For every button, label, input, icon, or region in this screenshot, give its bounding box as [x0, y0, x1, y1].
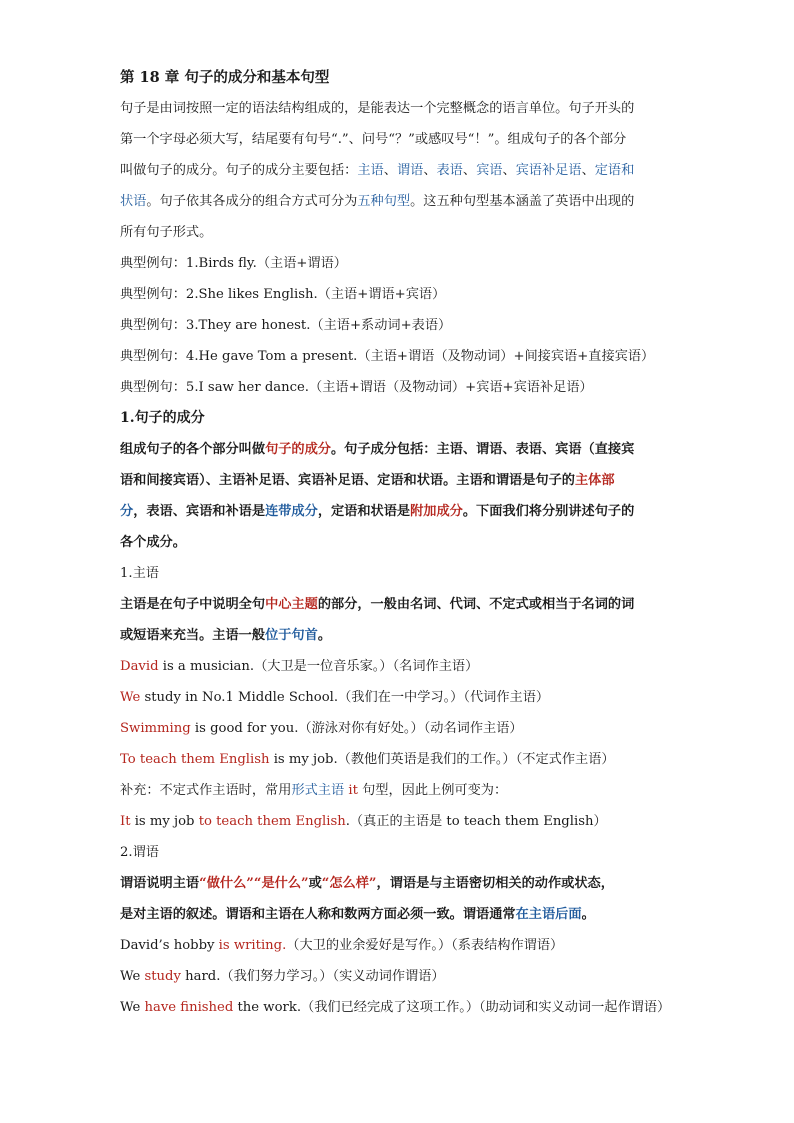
- term-central-theme: 中心主题: [265, 597, 318, 612]
- predicate-def-1: 谓语说明主语“做什么”“是什么”或“怎么样”，谓语是与主语密切相关的动作或状态，: [120, 876, 614, 891]
- example-2: 典型例句：2.She likes English.（主语+谓语+宾语）: [120, 287, 446, 302]
- example-3: 典型例句：3.They are honest.（主语+系动词+表语）: [120, 318, 452, 333]
- term-sentence-elements: 句子的成分: [265, 442, 331, 457]
- intro-line-1: 句子是由词按照一定的语法结构组成的，是能表达一个完整概念的语言单位。句子开头的: [120, 101, 635, 116]
- subject-example-4: To teach them English is my job.（教他们英语是我们的工作。）（不定式作主语）: [120, 752, 615, 767]
- subject-example-1: David is a musician.（大卫是一位音乐家。）（名词作主语）: [120, 659, 479, 674]
- subject-rewrite-example: It is my job to teach them English.（真正的主语是 to teach them English）: [120, 814, 607, 829]
- predicate-def-2: 是对主语的叙述。谓语和主语在人称和数两方面必须一致。谓语通常在主语后面。: [120, 907, 595, 922]
- subject-def-1: 主语是在句子中说明全句中心主题的部分，一般由名词、代词、不定式或相当于名词的词: [120, 597, 635, 612]
- subject-example-3: Swimming is good for you.（游泳对你有好处。）（动名词作主语）: [120, 721, 523, 736]
- section-1-line-2: 语和间接宾语）、主语补足语、宾语补足语、定语和状语。主语和谓语是句子的主体部: [120, 473, 615, 488]
- term-five-patterns: 五种句型: [357, 194, 411, 209]
- term-after-subject: 在主语后面: [515, 907, 582, 922]
- subject-note: 补充：不定式作主语时，常用形式主语 it 句型，因此上例可变为：: [120, 783, 508, 798]
- term-subject: 主语: [357, 163, 384, 178]
- term-attribute: 定语和: [594, 163, 635, 178]
- term-object: 宾语: [476, 163, 503, 178]
- term-object-complement: 宾语补足语: [515, 163, 582, 178]
- example-1: 典型例句：1.Birds fly.（主语+谓语）: [120, 256, 347, 271]
- term-sentence-start: 位于句首: [265, 628, 318, 643]
- section-1-line-1: 组成句子的各个部分叫做句子的成分。句子成分包括：主语、谓语、表语、宾语（直接宾: [120, 442, 635, 457]
- intro-line-5: 所有句子形式。: [120, 225, 213, 240]
- term-adverbial: 状语: [120, 194, 147, 209]
- example-5: 典型例句：5.I saw her dance.（主语+谓语（及物动词）+宾语+宾语补足语）: [120, 380, 593, 395]
- intro-line-2: 第一个字母必须大写，结尾要有句号“.”、问号“？”或感叹号“！”。组成句子的各个部分: [120, 132, 627, 147]
- term-predicative: 表语: [436, 163, 463, 178]
- predicate-example-2: We study hard.（我们努力学习。）（实义动词作谓语）: [120, 969, 445, 984]
- section-1-line-3: 分，表语、宾语和补语是连带成分，定语和状语是附加成分。下面我们将分别讲述句子的: [120, 504, 635, 519]
- predicate-heading: 2.谓语: [120, 845, 159, 860]
- term-predicate: 谓语: [396, 163, 424, 178]
- term-formal-subject: 形式主语: [291, 783, 345, 798]
- subject-heading: 1.主语: [120, 566, 159, 581]
- subject-def-2: 或短语来充当。主语一般位于句首。: [120, 628, 331, 643]
- section-1-heading: 1.句子的成分: [120, 410, 205, 426]
- document-page: [120, 62, 680, 1023]
- term-additional-part: 附加成分: [410, 504, 463, 519]
- intro-line-4: 状语。句子依其各成分的组合方式可分为五种句型。这五种句型基本涵盖了英语中出现的: [120, 194, 635, 209]
- term-main-part: 主体部: [574, 473, 615, 488]
- intro-text: 叫做句子的成分。句子的成分主要包括：: [120, 163, 358, 178]
- term-linked-part: 连带成分: [265, 504, 318, 519]
- example-4: 典型例句：4.He gave Tom a present.（主语+谓语（及物动词）+间接宾语+直接宾语）: [120, 349, 655, 364]
- subject-example-2: We study in No.1 Middle School.（我们在一中学习。）（代词作主语）: [120, 690, 550, 705]
- predicate-example-3: We have finished the work.（我们已经完成了这项工作。）（助动词和实义动词一起作谓语）: [120, 1000, 671, 1015]
- predicate-example-1: David’s hobby is writing.（大卫的业余爱好是写作。）（系表结构作谓语）: [120, 938, 564, 953]
- section-1-line-4: 各个成分。: [120, 535, 186, 550]
- chapter-title: 第 18 章 句子的成分和基本句型: [120, 69, 330, 86]
- intro-line-3: 叫做句子的成分。句子的成分主要包括：主语、谓语、表语、宾语、宾语补足语、定语和: [120, 163, 635, 178]
